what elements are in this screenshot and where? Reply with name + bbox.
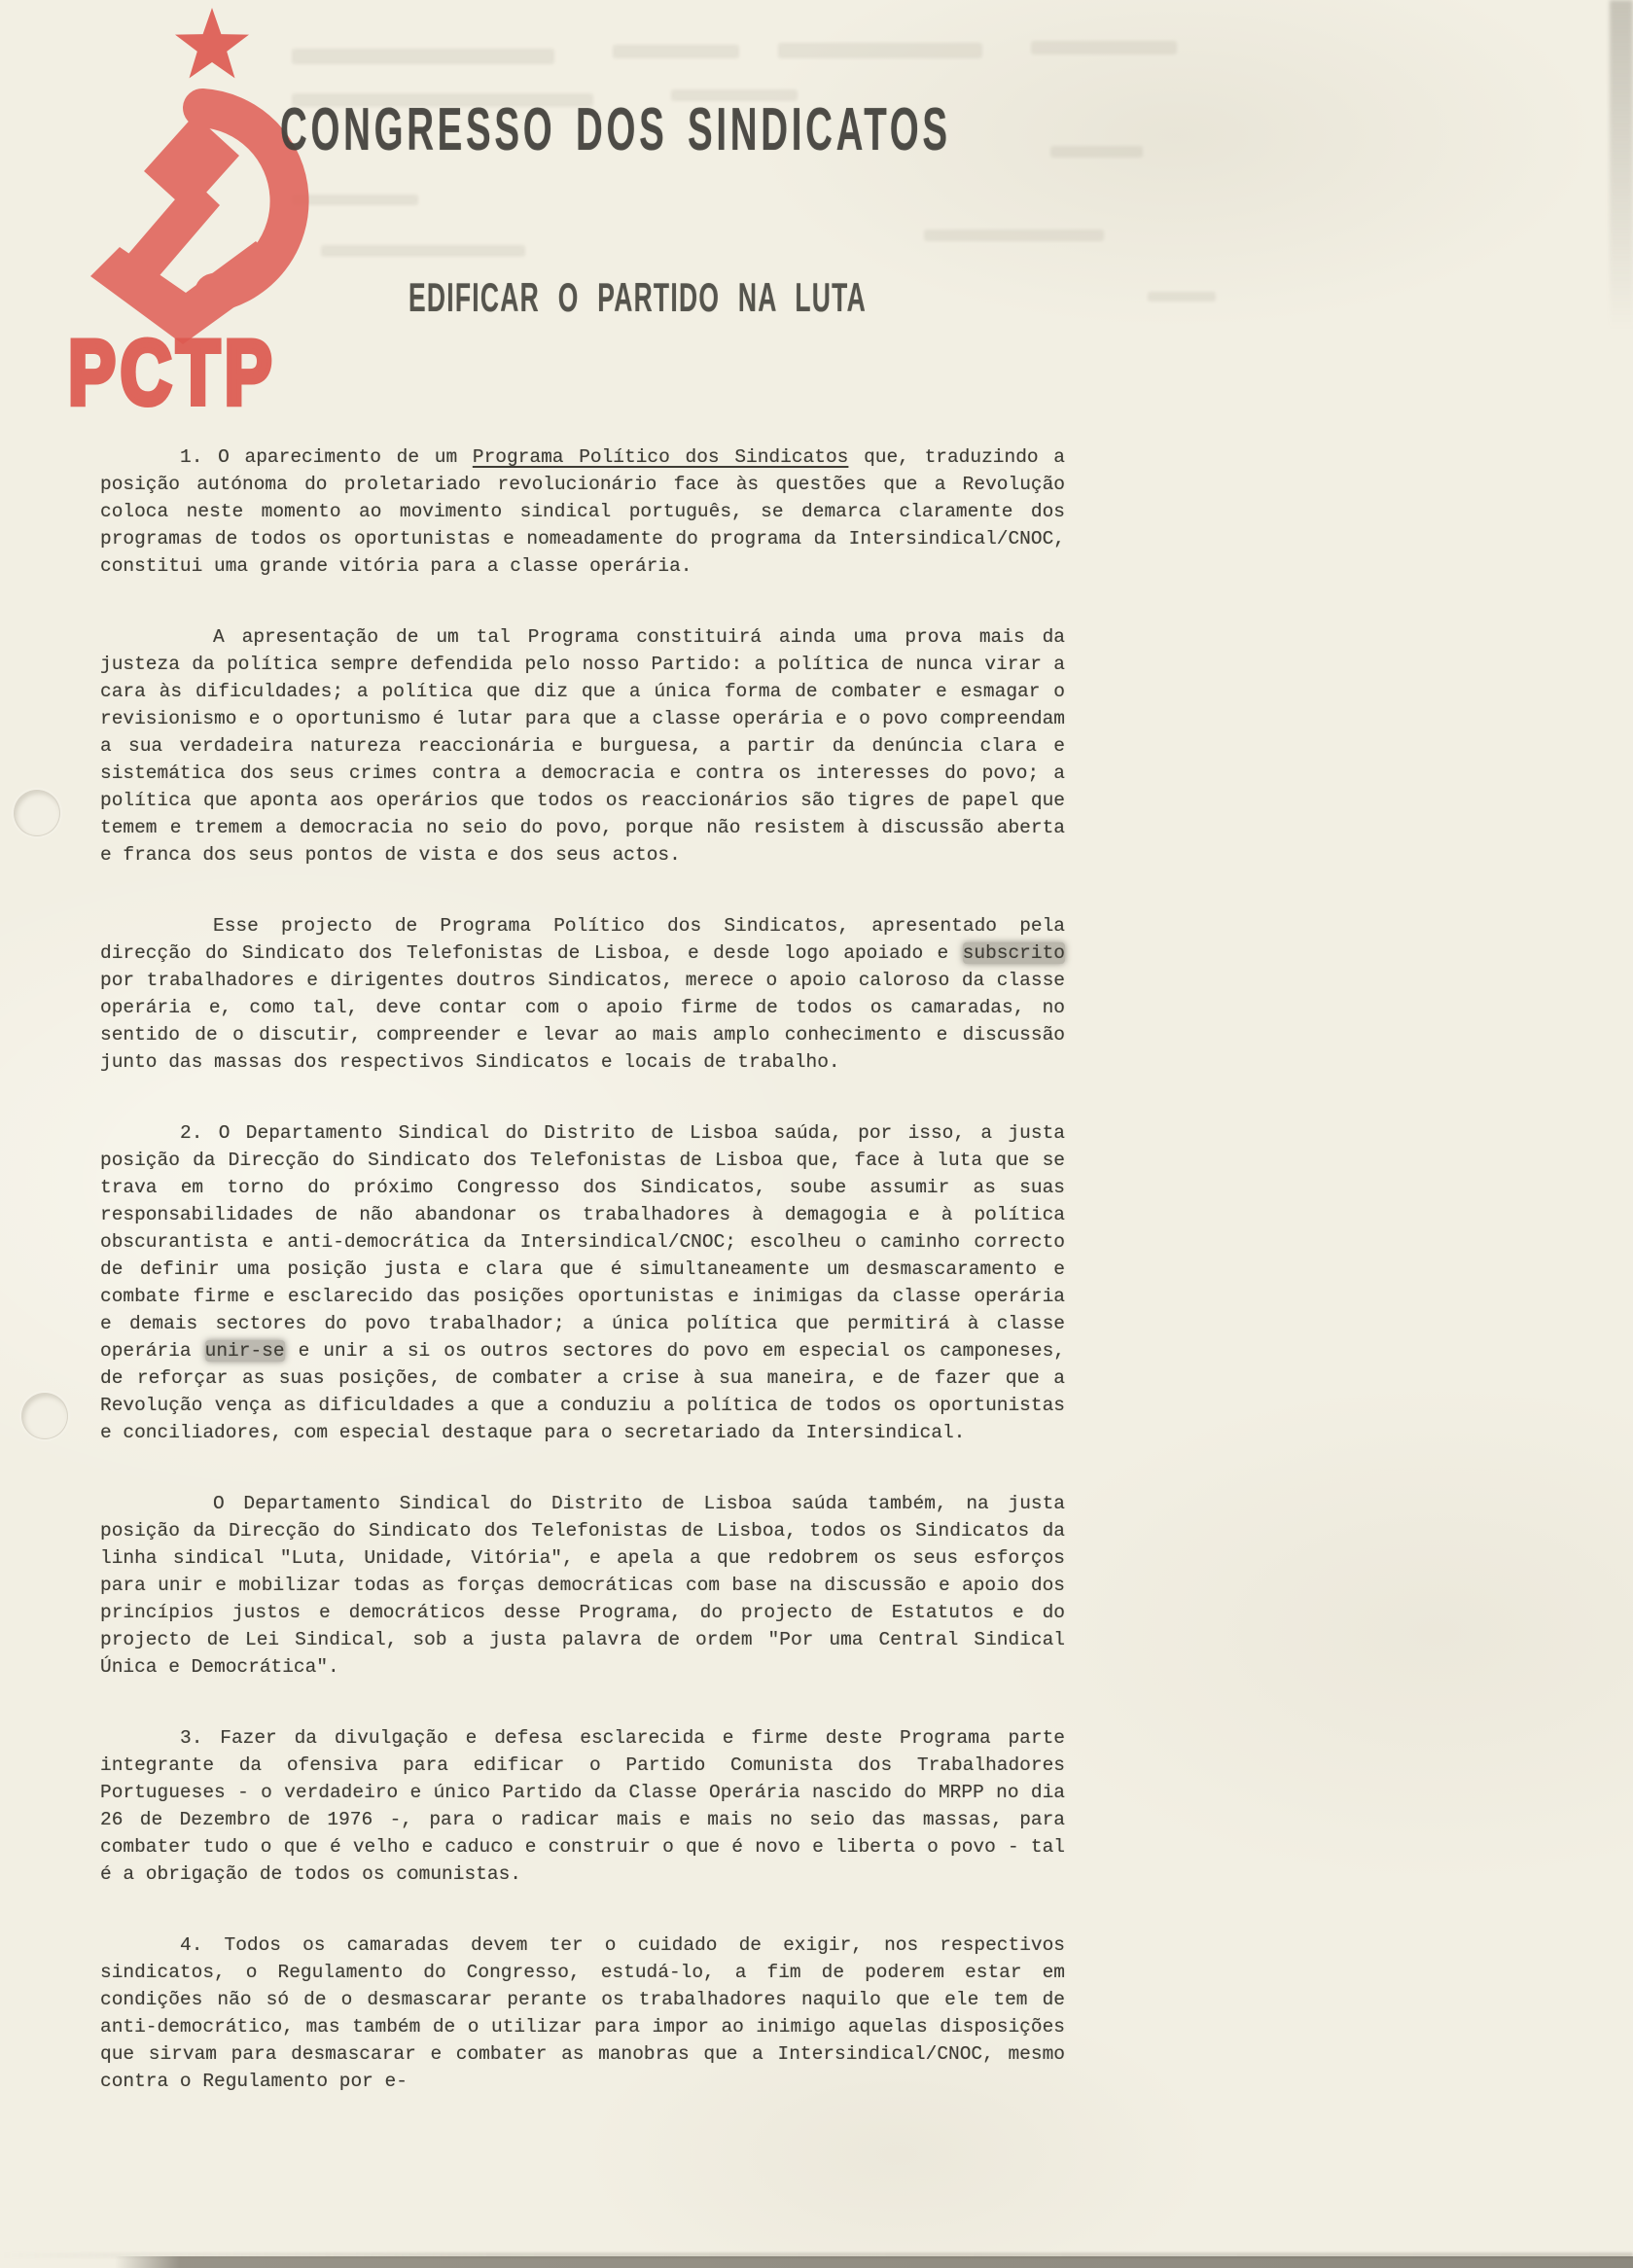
ink-bleed-ghost	[1148, 292, 1216, 301]
hammer-and-sickle-star-icon	[47, 6, 348, 356]
numbered-paragraph	[100, 1724, 1065, 1888]
star-icon	[175, 8, 249, 78]
text-run: 3. Fazer da divulgação e defesa esclarecida e firme deste Programa parte integrante da ofensiva para edificar o Partido Comunista dos Trabalhadores Portugueses - o verdadeiro e único Partido da Classe Operária nascido do MRPP no dia 26 de Dezembro de 1976 -, para o radicar mais e mais no seio das massas, para combater tudo o que é velho e caduco e construir o que é novo e liberta o povo - tal é a obrigação de todos os comunistas.	[100, 1727, 1065, 1885]
ink-bleed-ghost	[613, 45, 739, 58]
document-title: CONGRESSO DOS SINDICATOS	[280, 96, 951, 163]
ink-bleed-ghost	[778, 43, 982, 58]
ink-bleed-ghost	[321, 245, 525, 257]
punch-hole	[21, 1393, 68, 1439]
smudged-text: unir-se	[204, 1340, 285, 1362]
text-run: 1. O aparecimento de um	[180, 446, 473, 468]
party-acronym: PCTP	[68, 321, 277, 423]
text-run: A apresentação de um tal Programa constituirá ainda uma prova mais da justeza da política sempre defendida pelo nosso Partido: a política de nunca virar a cara às dificuldades; a política que diz que a única forma de combater e esmagar o revisionismo e o oportunismo é lutar para que a classe operária e o povo compreendam a sua verdadeira natureza reaccionária e burguesa, a partir da denúncia clara e sistemática dos seus crimes contra a democracia e contra os interesses do povo; a política que aponta aos operários que todos os reaccionários são tigres de papel que temem e tremem a democracia no seio do povo, porque não resistem à discussão aberta e franca dos seus pontos de vista e dos seus actos.	[100, 626, 1065, 866]
smudged-text: subscrito	[962, 942, 1065, 964]
ink-bleed-ghost	[1050, 146, 1143, 158]
ink-bleed-ghost	[1031, 41, 1177, 54]
numbered-paragraph	[100, 1119, 1065, 1446]
document-subtitle: EDIFICAR O PARTIDO NA LUTA	[408, 274, 867, 320]
paragraph	[100, 912, 1065, 1076]
text-run: O Departamento Sindical do Distrito de Lisboa saúda também, na justa posição da Direcção do Sindicato dos Telefonistas de Lisboa, todos os Sindicatos da linha sindical "Luta, Unidade, Vitória", e apela a que redobrem os seus esforços para unir e mobilizar todas as forças democráticas com base na discussão e apoio dos princípios justos e democráticos desse Programa, do projecto de Estatutos e do projecto de Lei Sindical, sob a justa palavra de ordem "Por uma Central Sindical Única e Democrática".	[100, 1493, 1065, 1678]
text-run: por trabalhadores e dirigentes doutros Sindicatos, merece o apoio caloroso da classe operária e, como tal, deve contar com o apoio firme de todos os camaradas, no sentido de o discutir, compreender e levar ao mais amplo conhecimento e discussão junto das massas dos respectivos Sindicatos e locais de trabalho.	[100, 970, 1065, 1073]
scan-edge-shadow	[0, 2256, 1633, 2268]
paragraph	[100, 623, 1065, 868]
text-run: e unir a si os outros sectores do povo em especial os camponeses, de reforçar as suas posições, de combater a crise à sua maneira, e de fazer que a Revolução vença as dificuldades a que a conduziu a política de todos os oportunistas e conciliadores, com especial destaque para o secretariado da Intersindical.	[100, 1340, 1065, 1443]
paragraph	[100, 1490, 1065, 1681]
punch-hole	[14, 790, 60, 836]
text-run: Esse projecto de Programa Político dos Sindicatos, apresentado pela direcção do Sindicato dos Telefonistas de Lisboa, e desde logo apoiado e	[100, 915, 1065, 964]
text-run: 4. Todos os camaradas devem ter o cuidado de exigir, nos respectivos sindicatos, o Regulamento do Congresso, estudá-lo, a fim de poderem estar em condições não só de o desmascarar perante os trabalhadores naquilo que ele tem de anti-democrático, mas também de o utilizar para impor ao inimigo aquelas disposições que sirvam para desmascarar e combater as manobras que a Intersindical/CNOC, mesmo contra o Regulamento por e-	[100, 1934, 1065, 2092]
scan-edge-shadow	[1610, 0, 1633, 331]
text-run: 2. O Departamento Sindical do Distrito de Lisboa saúda, por isso, a justa posição da Direcção do Sindicato dos Telefonistas de Lisboa que, face à luta que se trava em torno do próximo Congresso dos Sindicatos, soube assumir as suas responsabilidades de não abandonar os trabalhadores à demagogia e à política obscurantista e anti-democrática da Intersindical/CNOC; escolheu o caminho correcto de definir uma posição justa e clara que é simultaneamente um desmascaramento e combate firme e esclarecido das posições oportunistas e inimigas da classe operária e demais sectores do povo trabalhador; a única política que permitirá à classe operária	[100, 1122, 1065, 1362]
document-body	[100, 443, 1065, 2139]
numbered-paragraph	[100, 1931, 1065, 2095]
numbered-paragraph	[100, 443, 1065, 580]
text-run: que, traduzindo a posição autónoma do proletariado revolucionário face às questões que a Revolução coloca neste momento ao movimento sindical português, se demarca claramente dos programas de todos os oportunistas e nomeadamente do programa da Intersindical/CNOC, constitui uma grande vitória para a classe operária.	[100, 446, 1066, 577]
underlined-text: Programa Político dos Sindicatos	[472, 446, 849, 468]
ink-bleed-ghost	[924, 230, 1104, 241]
